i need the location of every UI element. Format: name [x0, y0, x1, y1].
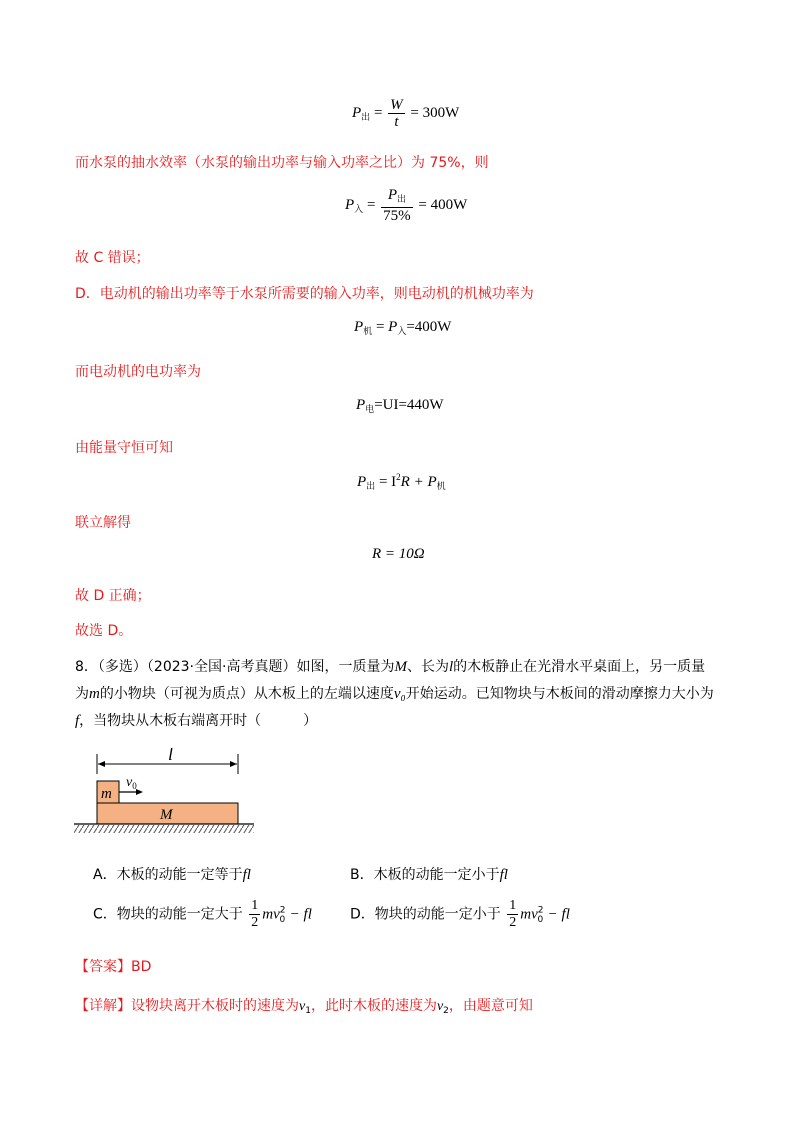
equation-power-output: $P_出$ = $\frac{W}{t}$ = 300W — [352, 97, 460, 130]
equation-resistance: R = 10Ω — [372, 546, 425, 562]
block-m-label: m — [101, 786, 112, 802]
question-line-2: 为m的小物块（可视为质点）从木板上的左端以速度v₀开始运动。已知物块与木板间的滑动摩擦力大小为 — [75, 686, 714, 702]
text-solve: 联立解得 — [75, 515, 131, 531]
equation-elec-power: $P_电=UI=440W$ — [356, 397, 444, 414]
option-c[interactable]: C．物块的动能一定大于 $\frac{1}{2}$ $mv^2_0$ − fl — [93, 898, 312, 930]
length-label: l — [168, 748, 174, 764]
option-b[interactable]: B．木板的动能一定小于fl — [350, 867, 508, 883]
board-block-figure — [72, 748, 272, 838]
detail: 【详解】设物块离开木板时的速度为$v_1$，此时木板的速度为$v_2$，由题意可知 — [75, 998, 533, 1016]
equation-power-input: $P_入$ = $\frac{P_出}{75\%}$ = 400W — [345, 187, 468, 224]
answer — [75, 956, 151, 976]
board-M-label: M — [160, 807, 173, 823]
text-d-statement: D．电动机的输出功率等于水泵所需要的输入功率，则电动机的机械功率为 — [75, 286, 534, 302]
question-line-1: 8．（多选）（2023·全国·高考真题）如图，一质量为M、长为l的木板静止在光滑水平桌面上，另一质量 — [75, 659, 706, 675]
text-elec-power: 而电动机的电功率为 — [75, 364, 201, 380]
answer-label: 【答案】 — [75, 959, 131, 975]
question-line-3: f，当物块从木板右端离开时（ ） — [75, 713, 318, 729]
text-choose-d: 故选 D。 — [75, 623, 133, 639]
text-energy-conservation: 由能量守恒可知 — [75, 440, 173, 456]
option-a[interactable]: A．木板的动能一定等于fl — [93, 867, 251, 883]
text-efficiency: 而水泵的抽水效率（水泵的输出功率与输入功率之比）为 75%，则 — [75, 155, 489, 171]
equation-mech-power: $P_机 = P_入=400W$ — [354, 319, 452, 336]
option-d[interactable]: D．物块的动能一定小于 $\frac{1}{2}$ $mv^2_0$ − fl — [350, 898, 570, 930]
text-c-wrong: 故 C 错误； — [75, 250, 150, 266]
equation-energy: $P_出 = I^2R + P_机$ — [357, 472, 446, 491]
answer-value: BD — [131, 959, 152, 975]
text-d-correct: 故 D 正确； — [75, 588, 151, 604]
velocity-label: $v_0$ — [126, 775, 137, 791]
